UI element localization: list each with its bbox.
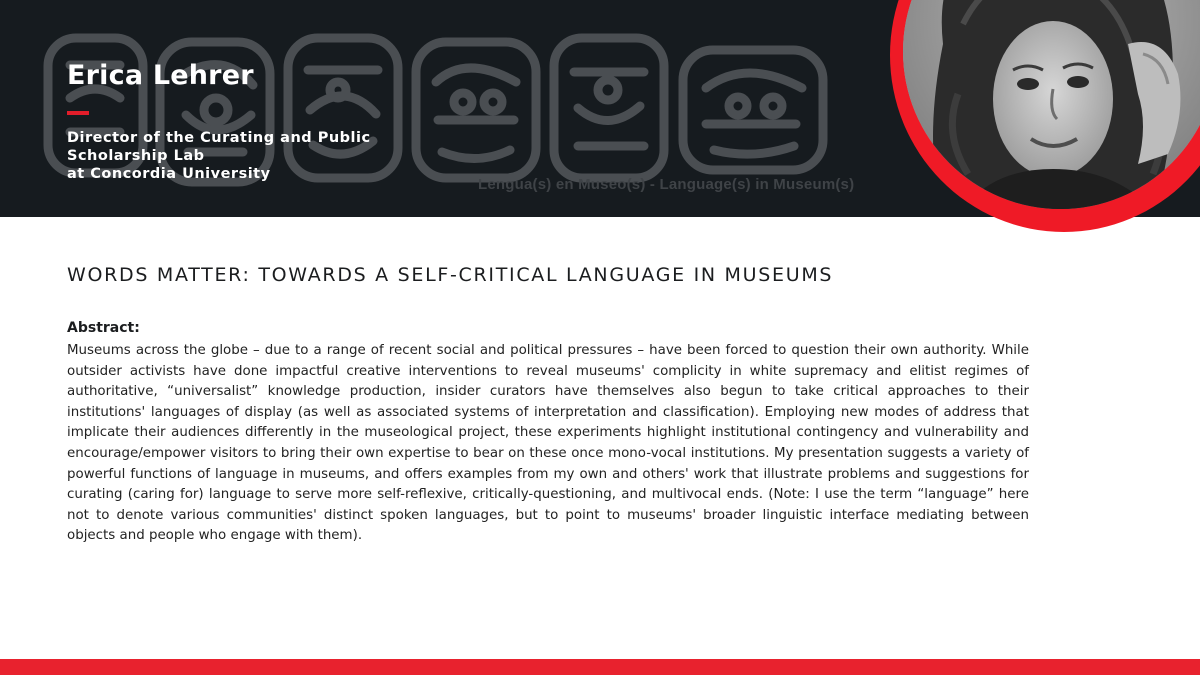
speaker-role <box>67 129 371 183</box>
bottom-accent-bar <box>0 659 1200 675</box>
abstract-body: Museums across the globe – due to a range of recent social and political pressures – have been forced to question their own authority. While outsider activists have done impactful creative interventions to reveal museums' complicity in white supremacy and elitist regimes of authoritative, “universalist” knowledge production, insider curators have themselves also begun to take critical approaches to their institutions' languages of display (as well as associated systems of interpretation and classification). Employing new modes of address that implicate their audiences differently in the museological project, these experiments highlight institutional contingency and vulnerability and encourage/empower visitors to bring their own expertise to bear on these once mono-vocal institutions. My presentation suggests a variety of powerful functions of language in museums, and offers examples from my own and others' work that illustrate problems and suggestions for curating (caring for) language to serve more self-reflexive, critically-questioning, and multivocal ends. (Note: I use the term “language” here not to denote various communities' distinct spoken languages, but to point to museums' broader linguistic interface mediating between objects and people who engage with them). <box>67 343 1029 544</box>
speaker-role-line: Scholarship Lab <box>67 148 205 164</box>
abstract-label: Abstract: <box>67 320 140 336</box>
accent-divider <box>67 111 89 115</box>
speaker-role-line: Director of the Curating and Public <box>67 130 371 146</box>
banner-watermark-text: Lengua(s) en Museo(s) - Language(s) in Museum(s) <box>478 176 855 193</box>
talk-title: WORDS MATTER: TOWARDS A SELF-CRITICAL LANGUAGE IN MUSEUMS <box>67 264 834 286</box>
speaker-role-line: at Concordia University <box>67 166 271 182</box>
speaker-name: Erica Lehrer <box>67 60 254 91</box>
